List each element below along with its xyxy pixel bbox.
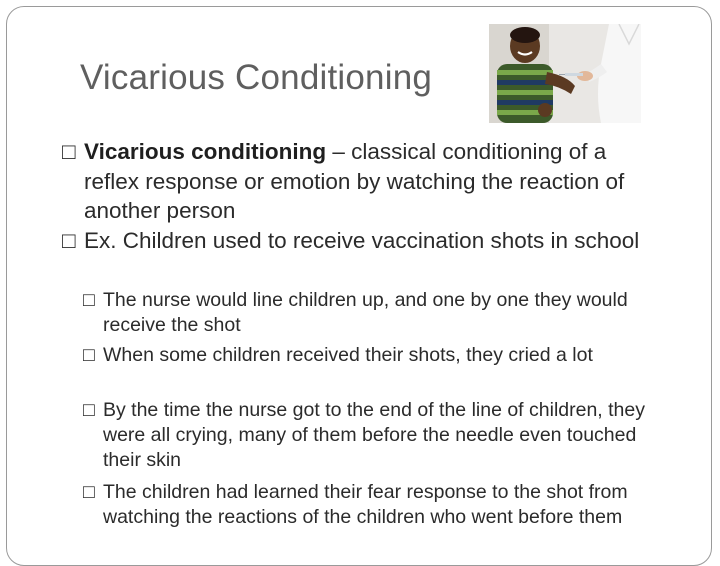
bullet-icon: □ (83, 481, 95, 503)
bullet-level1 (62, 137, 662, 226)
bullet-text: By the time the nurse got to the end of the line of children, they were all crying, many of them before the needle even touched their skin (103, 399, 646, 471)
bullet-term: Vicarious conditioning (84, 139, 327, 164)
bullet-level2 (83, 480, 673, 530)
bullet-text: – classical conditioning of a reflex response or emotion by watching the reaction of another person (84, 139, 625, 223)
bullet-text: The nurse would line children up, and one by one they would receive the shot (103, 289, 628, 336)
bullet-icon: □ (83, 289, 95, 311)
bullet-icon: □ (83, 344, 95, 366)
bullet-text: The children had learned their fear response to the shot from watching the reactions of the children who went before them (103, 481, 628, 528)
bullet-level2 (83, 398, 673, 473)
bullet-level2 (83, 288, 673, 338)
bullet-level2 (83, 343, 673, 368)
slide-title: Vicarious Conditioning (80, 58, 433, 97)
bullet-icon: □ (62, 228, 76, 253)
bullet-icon: □ (83, 399, 95, 421)
bullet-text: When some children received their shots, they cried a lot (103, 344, 593, 366)
bullet-text: Ex. Children used to receive vaccination shots in school (84, 228, 640, 253)
bullet-level1 (62, 226, 662, 256)
bullet-icon: □ (62, 139, 76, 164)
